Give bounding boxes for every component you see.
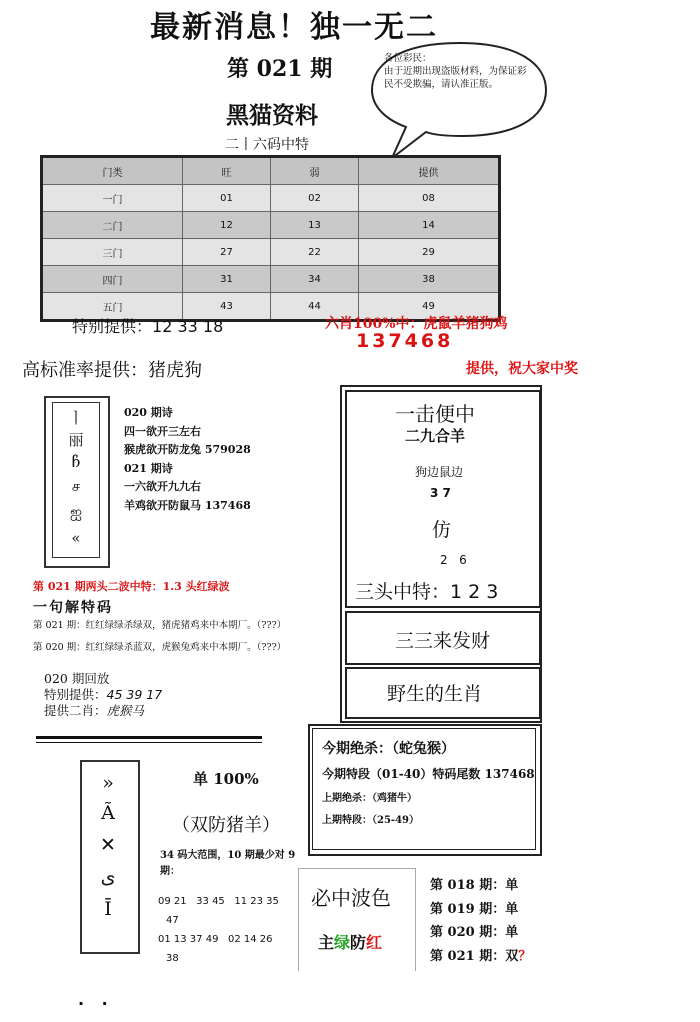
table-cell: 43 <box>182 293 270 321</box>
wave-main-label: 主 <box>318 933 335 952</box>
phrase-line: 第 020 期：红红绿绿杀蓝双，虎猴兔鸡来中本期厂。（???） <box>33 642 287 653</box>
table-header-cell: 提供 <box>358 157 499 185</box>
review-two-label: 提供二肖： <box>44 703 107 718</box>
six-code-table <box>40 155 501 322</box>
poem-line: 020 期诗 <box>124 406 173 419</box>
table-row <box>42 266 500 293</box>
review-special-label: 特别提供： <box>44 687 107 702</box>
record-line: 第 020 期：单 <box>430 925 519 940</box>
sanjun-text: 三三来发财 <box>395 630 491 652</box>
poem-line: 一六欲开九九右 <box>124 480 201 493</box>
table-cell: 五门 <box>42 293 183 321</box>
footer-dots: · · <box>78 994 114 1013</box>
table-cell: 二门 <box>42 212 183 239</box>
table-cell: 01 <box>182 185 270 212</box>
record-line: 第 018 期：单 <box>430 878 519 893</box>
record-line: 第 021 期：双？ <box>430 948 532 964</box>
one-hit-line: 3 7 <box>430 486 451 500</box>
wave-main <box>318 930 382 953</box>
one-hit-line: 二九合羊 <box>405 427 466 445</box>
range-line: 47 <box>166 915 179 926</box>
vertical-glyph: ச <box>71 477 81 495</box>
one-hit-line: 仿 <box>432 519 452 541</box>
vertical-glyph: ㅣ <box>68 409 84 427</box>
review-title: 020 期回放 <box>44 671 110 686</box>
table-cell: 14 <box>358 212 499 239</box>
table-cell: 02 <box>270 185 358 212</box>
table-header-cell: 门类 <box>42 157 183 185</box>
table-cell: 31 <box>182 266 270 293</box>
table-cell: 12 <box>182 212 270 239</box>
kill-line: 上期特段：（25-49） <box>322 815 419 826</box>
vertical-glyph: ஐ <box>69 503 83 521</box>
special-numbers: 12 33 18 <box>152 317 224 336</box>
table-caption: 二丨六码中特 <box>225 137 309 153</box>
table-cell: 22 <box>270 239 358 266</box>
table-row <box>42 212 500 239</box>
table-cell: 08 <box>358 185 499 212</box>
review-special-value: 45 39 17 <box>106 687 163 702</box>
range-line: 09 21 33 45 11 23 35 <box>158 896 279 907</box>
record-line: 第 019 期：单 <box>430 901 519 917</box>
issue-number: 第 021 期 <box>227 56 333 82</box>
table-header-cell: 弱 <box>270 157 358 185</box>
six-zodiac-numbers: 137468 <box>356 330 454 352</box>
three-head-special: 三头中特：1 2 3 <box>355 581 499 603</box>
review-block <box>44 671 162 719</box>
range-title: 34 码大范围，10 期最少对 9 期： <box>160 850 296 877</box>
high-accuracy-provide: 高标准率提供：猪虎狗 <box>22 360 202 381</box>
review-special <box>44 687 162 703</box>
vertical-glyph: » <box>102 772 114 794</box>
wild-zodiac-text: 野生的生肖 <box>387 683 483 705</box>
table-header-row <box>42 157 500 185</box>
wave-main-color: 绿 <box>334 933 351 952</box>
one-hit-line: 2 6 <box>440 553 467 567</box>
double-guard: （双防猪羊） <box>172 815 280 836</box>
kill-line: 上期绝杀：（鸡猪牛） <box>322 793 417 804</box>
table-cell: 44 <box>270 293 358 321</box>
divider-thick <box>36 736 262 739</box>
main-title: 最新消息！独一无二 <box>150 10 438 45</box>
kill-line: 今期特段（01-40）特码尾数 137468 <box>322 767 535 781</box>
phrase-title: 一句解特码 <box>33 600 113 616</box>
six-zodiac-text: 六肖100%中：虎鼠羊猪狗鸡 <box>325 316 508 332</box>
wave-guard-label: 防 <box>350 933 367 952</box>
poem-line: 猴虎欲开防龙兔 579028 <box>124 443 251 456</box>
black-cat-title: 黑猫资料 <box>226 102 318 129</box>
wish-text: 提供，祝大家中奖 <box>466 361 578 377</box>
poem-line: 羊鸡欲开防鼠马 137468 <box>124 498 251 512</box>
special-provide <box>72 314 223 337</box>
table-cell: 27 <box>182 239 270 266</box>
table-row <box>42 239 500 266</box>
vertical-glyph: Ī <box>104 898 112 920</box>
table-cell: 四门 <box>42 266 183 293</box>
poem-block <box>124 404 251 515</box>
range-line: 38 <box>166 953 179 964</box>
table-cell: 三门 <box>42 239 183 266</box>
notice-text: 各位彩民： 由于近期出现盗版材料，为保证彩民不受欺骗，请认准正版。 <box>384 53 527 90</box>
poem-line: 四一欲开三左右 <box>124 424 201 438</box>
vertical-glyph: 丽 <box>68 431 84 449</box>
odd-even-record <box>430 874 531 968</box>
vertical-glyph: ✕ <box>100 834 116 856</box>
divider-thin <box>36 742 262 743</box>
range-line: 01 13 37 49 02 14 26 <box>158 934 273 945</box>
table-header-cell: 旺 <box>182 157 270 185</box>
vertical-glyph: « <box>71 529 81 547</box>
one-hit-line: 狗边鼠边 <box>415 465 464 479</box>
table-cell: 49 <box>358 293 499 321</box>
table-cell: 29 <box>358 239 499 266</box>
poem-line: 021 期诗 <box>124 461 173 475</box>
special-label: 特别提供： <box>72 317 153 336</box>
question-mark: ？ <box>518 948 532 964</box>
phrase-line: 第 021 期：红红绿绿杀绿双，猪虎猪鸡来中本期厂。（???） <box>33 620 287 631</box>
vertical-glyph: Ã <box>101 802 115 824</box>
wave-guard-color: 红 <box>366 933 383 952</box>
table-cell: 一门 <box>42 185 183 212</box>
single-100: 单 100% <box>193 770 259 788</box>
review-two <box>44 703 162 719</box>
vertical-glyph: ჩ <box>71 453 81 471</box>
review-two-value: 虎猴马 <box>106 703 145 718</box>
kill-line: 今期绝杀：（蛇兔猴） <box>322 741 455 757</box>
table-cell: 34 <box>270 266 358 293</box>
table-row <box>42 185 500 212</box>
two-wave-text: 第 021 期两头二波中特：1.3 头红绿波 <box>33 580 230 593</box>
table-cell: 38 <box>358 266 499 293</box>
table-cell: 13 <box>270 212 358 239</box>
wave-title: 必中波色 <box>311 886 391 910</box>
one-hit-title: 一击便中 <box>395 402 475 426</box>
vertical-glyph-box-inner <box>52 402 100 558</box>
range-numbers <box>158 892 298 968</box>
vertical-glyph: ﻯ <box>100 866 116 888</box>
